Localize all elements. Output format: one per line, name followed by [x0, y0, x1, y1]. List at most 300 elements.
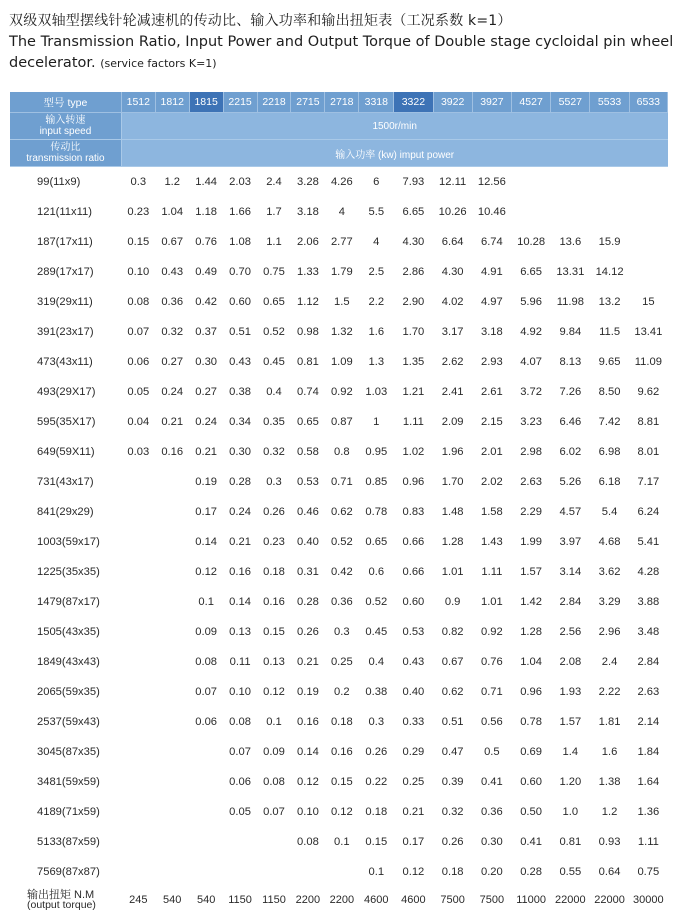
- power-cell: 0.27: [161, 356, 184, 368]
- power-cell: 0.65: [263, 296, 285, 308]
- power-cell: 2.06: [297, 236, 319, 248]
- power-cell: 0.28: [520, 866, 542, 878]
- power-cell: 0.18: [330, 716, 353, 728]
- power-cell: 1.09: [330, 356, 353, 368]
- power-cell: 0.24: [161, 386, 184, 398]
- power-cell: 0.33: [402, 716, 425, 728]
- power-cell: 0.2: [334, 686, 350, 698]
- power-cell: 1.3: [368, 356, 385, 368]
- power-cell: 0.43: [161, 266, 184, 278]
- ratio-label: [10, 140, 121, 167]
- power-cell: [155, 647, 189, 677]
- type-header-cell: 3927: [472, 92, 511, 113]
- power-cell: 0.16: [297, 716, 319, 728]
- table-row: [10, 497, 668, 527]
- power-cell: 1.7: [266, 206, 282, 218]
- power-cell: 1.70: [402, 326, 425, 338]
- power-cell: 1: [373, 416, 380, 428]
- power-cell: [189, 797, 223, 827]
- power-cell: [257, 857, 291, 887]
- power-cell: [551, 167, 590, 198]
- power-cell: 0.16: [161, 446, 184, 458]
- power-cell: 0.30: [229, 446, 251, 458]
- power-cell: [629, 167, 667, 198]
- torque-cell: 11000: [516, 894, 546, 906]
- power-cell: 0.08: [263, 776, 285, 788]
- power-cell: [121, 587, 155, 617]
- power-cell: 6.46: [559, 416, 582, 428]
- power-cell: 0.66: [402, 536, 425, 548]
- title-chinese: 双级双轴型摆线针轮减速机的传动比、输入功率和输出扭矩表（工况系数 k=1）: [9, 13, 512, 29]
- power-cell: 0.60: [402, 596, 425, 608]
- power-cell: [155, 767, 189, 797]
- ratio-cell: 1003(59x17): [37, 536, 100, 548]
- power-cell: 0.26: [365, 746, 388, 758]
- power-cell: 0.62: [330, 506, 353, 518]
- type-header-cell: 5527: [551, 92, 590, 113]
- table-row: [10, 467, 668, 497]
- power-cell: [223, 827, 257, 857]
- type-header-cell: 3318: [359, 92, 394, 113]
- ratio-cell: 391(23x17): [37, 326, 94, 338]
- ratio-cell: 319(29x11): [37, 296, 93, 308]
- power-cell: 0.19: [195, 476, 218, 488]
- type-header-cell: 1815: [189, 92, 223, 113]
- power-cell: 0.21: [402, 806, 425, 818]
- power-cell: 4: [338, 206, 345, 218]
- power-cell: [121, 827, 155, 857]
- power-cell: 0.43: [402, 656, 425, 668]
- speed-row: [10, 113, 668, 140]
- power-cell: 0.34: [229, 416, 251, 428]
- power-cell: 0.07: [263, 806, 285, 818]
- power-cell: 1.93: [559, 686, 582, 698]
- torque-cell: 4600: [401, 894, 426, 906]
- power-cell: 0.6: [368, 566, 385, 578]
- table-row: [10, 797, 668, 827]
- power-cell: [223, 857, 257, 887]
- type-header-cell: 3322: [394, 92, 433, 113]
- power-cell: 1.2: [164, 176, 180, 188]
- power-cell: [155, 527, 189, 557]
- power-cell: 8.01: [637, 446, 660, 458]
- power-cell: 8.50: [598, 386, 621, 398]
- power-cell: 1.28: [520, 626, 542, 638]
- power-cell: 4.91: [480, 266, 503, 278]
- type-header-row: [10, 92, 668, 113]
- ratio-header-row: [10, 140, 668, 167]
- power-cell: 0.04: [127, 416, 150, 428]
- power-cell: 2.96: [598, 626, 621, 638]
- power-cell: 15: [642, 296, 655, 308]
- power-cell: 1.08: [229, 236, 251, 248]
- power-cell: 1.21: [402, 386, 425, 398]
- power-cell: 0.69: [520, 746, 542, 758]
- type-header-cell: 5533: [590, 92, 629, 113]
- power-cell: 0.5: [484, 746, 500, 758]
- table-row: [10, 227, 668, 257]
- power-cell: 0.92: [330, 386, 353, 398]
- torque-cell: 22000: [594, 894, 625, 906]
- power-cell: 0.24: [195, 416, 218, 428]
- power-cell: 0.81: [297, 356, 319, 368]
- power-cell: 1.01: [441, 566, 464, 578]
- ratio-cell: 649(59X11): [37, 446, 95, 458]
- power-cell: 0.13: [263, 656, 285, 668]
- power-cell: [155, 797, 189, 827]
- power-cell: 4.57: [559, 506, 582, 518]
- torque-cell: 4600: [364, 894, 389, 906]
- power-cell: 0.46: [297, 506, 319, 518]
- power-cell: 11.09: [634, 356, 662, 368]
- power-cell: 6.02: [559, 446, 582, 458]
- ratio-cell: 3481(59x59): [37, 776, 100, 788]
- power-cell: [189, 767, 223, 797]
- power-cell: 0.75: [263, 266, 285, 278]
- speed-label: [10, 113, 121, 140]
- power-cell: 0.38: [365, 686, 388, 698]
- power-cell: 0.42: [330, 566, 353, 578]
- power-cell: 1.99: [520, 536, 542, 548]
- power-cell: 1.66: [229, 206, 251, 218]
- power-cell: 1.36: [637, 806, 660, 818]
- power-cell: 0.23: [127, 206, 150, 218]
- power-cell: 1.6: [601, 746, 618, 758]
- power-cell: [155, 827, 189, 857]
- ratio-cell: 187(17x11): [37, 236, 93, 248]
- ratio-cell: 5133(87x59): [37, 836, 100, 848]
- power-cell: 13.31: [556, 266, 585, 278]
- power-cell: 0.65: [297, 416, 319, 428]
- power-cell: 1.02: [402, 446, 425, 458]
- table-row: [10, 617, 668, 647]
- power-cell: 1.57: [559, 716, 582, 728]
- power-cell: 2.84: [637, 656, 660, 668]
- power-cell: [590, 197, 629, 227]
- title-english-text: The Transmission Ratio, Input Power and Output Torque of Double stage cycloidal pin wheel decelerator.: [9, 34, 674, 71]
- power-cell: 0.50: [520, 806, 542, 818]
- power-cell: 2.08: [559, 656, 582, 668]
- power-cell: [511, 167, 550, 198]
- power-cell: 0.16: [229, 566, 251, 578]
- torque-label: [10, 887, 121, 913]
- power-cell: 2.77: [330, 236, 353, 248]
- power-cell: 0.30: [195, 356, 218, 368]
- power-cell: [121, 707, 155, 737]
- power-cell: 3.14: [559, 566, 582, 578]
- power-cell: 0.15: [127, 236, 150, 248]
- power-cell: 0.81: [559, 836, 582, 848]
- power-cell: 0.82: [441, 626, 464, 638]
- power-cell: 1.44: [195, 176, 218, 188]
- power-cell: 0.8: [334, 446, 350, 458]
- power-cell: 0.42: [195, 296, 218, 308]
- power-cell: 2.09: [441, 416, 464, 428]
- power-cell: 0.32: [161, 326, 184, 338]
- power-cell: 3.17: [441, 326, 464, 338]
- power-cell: [629, 257, 667, 287]
- power-cell: 1.35: [402, 356, 425, 368]
- power-cell: [121, 677, 155, 707]
- power-cell: 2.41: [441, 386, 464, 398]
- power-cell: 0.67: [441, 656, 464, 668]
- power-cell: 0.39: [441, 776, 464, 788]
- power-cell: 10.46: [477, 206, 506, 218]
- power-cell: 0.45: [365, 626, 388, 638]
- power-cell: 0.25: [330, 656, 353, 668]
- power-cell: 0.15: [263, 626, 285, 638]
- power-cell: 6.24: [637, 506, 660, 518]
- power-cell: 0.78: [365, 506, 388, 518]
- power-cell: 0.40: [297, 536, 319, 548]
- power-cell: [155, 857, 189, 887]
- power-cell: [189, 827, 223, 857]
- ratio-cell: 1479(87x17): [37, 596, 100, 608]
- power-cell: 0.11: [229, 656, 251, 668]
- type-header-cell: 1512: [121, 92, 155, 113]
- power-cell: [189, 857, 223, 887]
- power-cell: 2.4: [266, 176, 282, 188]
- power-cell: [590, 167, 629, 198]
- power-cell: 0.66: [402, 566, 425, 578]
- speed-label-cn: 输入转速: [45, 115, 86, 126]
- power-cell: 0.76: [195, 236, 218, 248]
- table-row: [10, 647, 668, 677]
- power-cell: 2.02: [480, 476, 503, 488]
- power-cell: 3.18: [297, 206, 319, 218]
- power-cell: 2.90: [402, 296, 425, 308]
- power-cell: 0.05: [229, 806, 251, 818]
- power-cell: 1.04: [520, 656, 542, 668]
- power-cell: 1.2: [601, 806, 618, 818]
- torque-cell: 30000: [633, 894, 664, 906]
- power-cell: 0.92: [480, 626, 503, 638]
- table-row: [10, 407, 668, 437]
- table-row: [10, 257, 668, 287]
- power-cell: 0.10: [229, 686, 251, 698]
- power-cell: 15.9: [598, 236, 621, 248]
- power-cell: 5.5: [368, 206, 385, 218]
- power-cell: 0.55: [559, 866, 582, 878]
- power-cell: 0.41: [520, 836, 542, 848]
- power-cell: 0.35: [263, 416, 285, 428]
- power-cell: [155, 467, 189, 497]
- ratio-label-en: transmission ratio: [26, 153, 105, 164]
- power-cell: 6.65: [520, 266, 542, 278]
- power-cell: 12.11: [439, 176, 467, 188]
- torque-cell: 22000: [555, 894, 586, 906]
- table-body: [10, 167, 668, 888]
- power-cell: 4.30: [402, 236, 425, 248]
- power-cell: 0.07: [127, 326, 150, 338]
- power-cell: 0.14: [297, 746, 319, 758]
- power-cell: [121, 737, 155, 767]
- power-cell: 4: [373, 236, 380, 248]
- power-cell: 1.84: [637, 746, 660, 758]
- ratio-cell: 841(29x29): [37, 506, 94, 518]
- power-cell: 0.3: [334, 626, 350, 638]
- power-cell: 1.18: [195, 206, 218, 218]
- power-cell: [155, 557, 189, 587]
- power-cell: 1.4: [562, 746, 579, 758]
- power-cell: [155, 707, 189, 737]
- power-cell: 0.71: [480, 686, 503, 698]
- power-cell: 0.23: [263, 536, 285, 548]
- table-row: [10, 857, 668, 887]
- power-cell: 0.19: [297, 686, 319, 698]
- power-cell: 0.31: [297, 566, 319, 578]
- power-cell: 0.21: [297, 656, 319, 668]
- power-cell: 0.25: [402, 776, 425, 788]
- power-cell: 0.1: [368, 866, 385, 878]
- power-cell: 2.03: [229, 176, 251, 188]
- power-cell: 4.97: [480, 296, 503, 308]
- power-cell: 0.85: [365, 476, 388, 488]
- power-cell: [155, 587, 189, 617]
- power-cell: 1.64: [637, 776, 660, 788]
- power-cell: 0.87: [330, 416, 353, 428]
- power-cell: 5.26: [559, 476, 582, 488]
- ratio-cell: 2065(59x35): [37, 686, 100, 698]
- power-cell: 0.3: [266, 476, 282, 488]
- power-cell: 0.1: [198, 596, 214, 608]
- power-cell: 3.18: [480, 326, 503, 338]
- power-cell: 0.27: [195, 386, 218, 398]
- power-cell: 3.88: [637, 596, 660, 608]
- ratio-cell: 473(43x11): [37, 356, 93, 368]
- power-cell: [551, 197, 590, 227]
- power-cell: 0.05: [127, 386, 150, 398]
- power-cell: 3.29: [598, 596, 621, 608]
- power-cell: 1.04: [161, 206, 184, 218]
- power-cell: 1.32: [330, 326, 353, 338]
- power-cell: [155, 677, 189, 707]
- power-cell: 0.21: [195, 446, 218, 458]
- table-row: [10, 767, 668, 797]
- power-cell: 0.4: [368, 656, 385, 668]
- ratio-cell: 289(17x17): [37, 266, 94, 278]
- power-cell: [155, 617, 189, 647]
- power-cell: [189, 737, 223, 767]
- power-cell: 1.5: [334, 296, 350, 308]
- power-cell: [629, 197, 667, 227]
- power-cell: 14.12: [595, 266, 624, 278]
- type-header-cell: 2715: [291, 92, 325, 113]
- power-cell: 0.93: [598, 836, 621, 848]
- power-cell: [629, 227, 667, 257]
- power-cell: 0.30: [480, 836, 503, 848]
- power-cell: 0.10: [127, 266, 150, 278]
- power-cell: 0.1: [334, 836, 350, 848]
- power-cell: 1.48: [441, 506, 464, 518]
- type-header-cell: 2218: [257, 92, 291, 113]
- power-cell: 0.40: [402, 686, 425, 698]
- power-cell: 0.36: [161, 296, 184, 308]
- power-cell: 9.84: [559, 326, 582, 338]
- ratio-cell: 595(35X17): [37, 416, 96, 428]
- power-cell: 0.06: [195, 716, 218, 728]
- power-cell: 0.28: [229, 476, 251, 488]
- power-cell: 0.64: [598, 866, 621, 878]
- power-cell: 0.12: [402, 866, 425, 878]
- power-cell: 0.98: [297, 326, 319, 338]
- power-cell: 0.96: [520, 686, 542, 698]
- table-row: [10, 287, 668, 317]
- ratio-cell: 3045(87x35): [37, 746, 100, 758]
- power-cell: 0.62: [441, 686, 464, 698]
- power-cell: 0.21: [161, 416, 184, 428]
- power-cell: 0.12: [297, 776, 319, 788]
- type-header-cell: 2718: [325, 92, 359, 113]
- power-cell: [121, 527, 155, 557]
- power-cell: 2.29: [520, 506, 542, 518]
- power-cell: 0.09: [195, 626, 218, 638]
- power-cell: [121, 647, 155, 677]
- power-cell: 0.08: [127, 296, 150, 308]
- torque-cell: 1150: [262, 894, 286, 906]
- ratio-cell: 121(11x11): [37, 206, 92, 218]
- power-cell: [121, 557, 155, 587]
- power-cell: 6.98: [598, 446, 621, 458]
- power-cell: 0.47: [441, 746, 464, 758]
- power-cell: 0.60: [229, 296, 251, 308]
- power-cell: 2.4: [601, 656, 618, 668]
- power-cell: [325, 857, 359, 887]
- power-cell: 0.28: [297, 596, 319, 608]
- power-cell: 0.14: [229, 596, 251, 608]
- power-cell: 0.14: [195, 536, 218, 548]
- power-cell: 4.68: [598, 536, 621, 548]
- power-cell: 0.09: [263, 746, 285, 758]
- power-cell: 0.76: [480, 656, 503, 668]
- power-cell: [155, 497, 189, 527]
- power-cell: 0.16: [330, 746, 353, 758]
- power-cell: 0.24: [229, 506, 251, 518]
- power-cell: 0.3: [368, 716, 385, 728]
- power-cell: 0.78: [520, 716, 542, 728]
- power-cell: 0.07: [195, 686, 218, 698]
- ratio-cell: 2537(59x43): [37, 716, 100, 728]
- power-cell: 0.12: [263, 686, 285, 698]
- power-cell: [155, 737, 189, 767]
- power-cell: 1.96: [441, 446, 464, 458]
- power-cell: 0.9: [444, 596, 461, 608]
- table-row: [10, 377, 668, 407]
- service-factor-note: (service factors K=1): [100, 57, 217, 70]
- torque-row: [10, 887, 668, 913]
- power-cell: 0.37: [195, 326, 218, 338]
- power-cell: 1.11: [481, 566, 503, 578]
- power-cell: 0.12: [195, 566, 218, 578]
- power-cell: 1.1: [266, 236, 282, 248]
- ratio-cell: 4189(71x59): [37, 806, 100, 818]
- ratio-cell: 1225(35x35): [37, 566, 100, 578]
- power-cell: 11.98: [556, 296, 584, 308]
- power-cell: 9.65: [598, 356, 621, 368]
- power-cell: [121, 497, 155, 527]
- ratio-cell: 731(43x17): [37, 476, 94, 488]
- power-cell: 0.17: [402, 836, 425, 848]
- power-cell: 2.62: [441, 356, 464, 368]
- power-cell: 0.52: [263, 326, 285, 338]
- power-cell: 0.26: [297, 626, 319, 638]
- power-cell: 0.45: [263, 356, 285, 368]
- power-cell: 2.93: [480, 356, 503, 368]
- power-cell: 2.98: [520, 446, 542, 458]
- power-cell: 0.65: [365, 536, 388, 548]
- power-cell: 8.13: [559, 356, 582, 368]
- power-cell: 4.30: [441, 266, 464, 278]
